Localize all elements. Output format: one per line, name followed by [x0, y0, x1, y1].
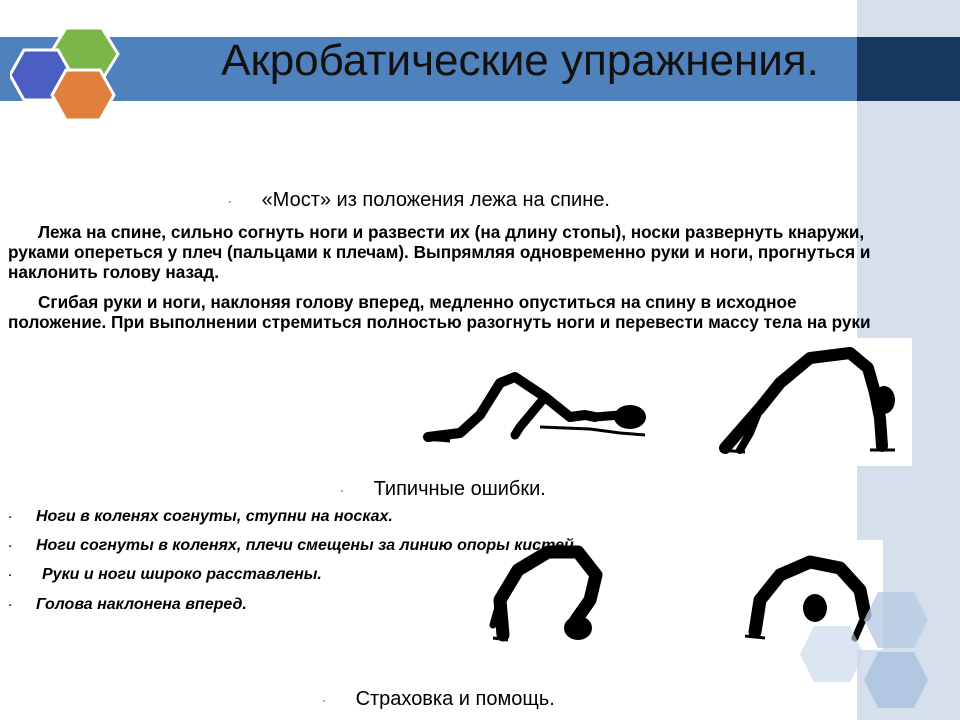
bullet-icon: · — [8, 538, 12, 553]
error-item-text: Руки и ноги широко расставлены. — [42, 566, 322, 583]
errors-heading — [340, 478, 546, 501]
deco-hexagon — [800, 626, 864, 682]
error-item-4 — [8, 596, 247, 614]
figure-bridge — [700, 338, 912, 466]
error-item-text: Голова наклонена вперед. — [36, 596, 247, 613]
error-item-3 — [8, 566, 322, 584]
exercise-heading-text: «Мост» из положения лежа на спине. — [261, 189, 610, 211]
deco-hexagon — [864, 652, 928, 708]
paragraph-2: Сгибая руки и ноги, наклоняя голову вперед, медленно опуститься на спину в исходное положение. При выполнении стремиться полностью разогнуть ноги и перевести массу тела на руки — [8, 292, 871, 332]
insurance-heading-text: Страховка и помощь. — [355, 688, 555, 710]
decorative-hexagons — [800, 588, 940, 718]
bullet-icon: · — [8, 567, 12, 582]
hexagon-logo — [10, 20, 120, 120]
orange-hexagon — [52, 70, 114, 120]
bullet-icon: · — [228, 193, 232, 208]
error-item-text: Ноги в коленях согнуты, ступни на носках. — [36, 508, 393, 525]
errors-heading-text: Типичные ошибки. — [373, 478, 546, 500]
deco-hexagon — [864, 592, 928, 648]
bullet-icon: · — [8, 509, 12, 524]
error-item-1 — [8, 508, 393, 526]
error-item-2 — [8, 537, 578, 555]
figure-lying-on-back — [420, 355, 670, 460]
exercise-heading — [228, 189, 610, 212]
insurance-heading — [322, 688, 555, 711]
bullet-icon: · — [8, 597, 12, 612]
slide-title: Акробатические упражнения. — [221, 36, 819, 85]
error-item-text: Ноги согнуты в коленях, плечи смещены за линию опоры кистей. — [36, 537, 579, 554]
paragraph-1: Лежа на спине, сильно согнуть ноги и развести их (на длину стопы), носки развернуть кнаружи, руками опереться у плеч (пальцами к плечам). Выпрямляя одновременно руки и ноги, прогнуться и наклонить голову назад. — [8, 222, 871, 282]
bullet-icon: · — [322, 692, 326, 707]
bullet-icon: · — [340, 482, 344, 497]
